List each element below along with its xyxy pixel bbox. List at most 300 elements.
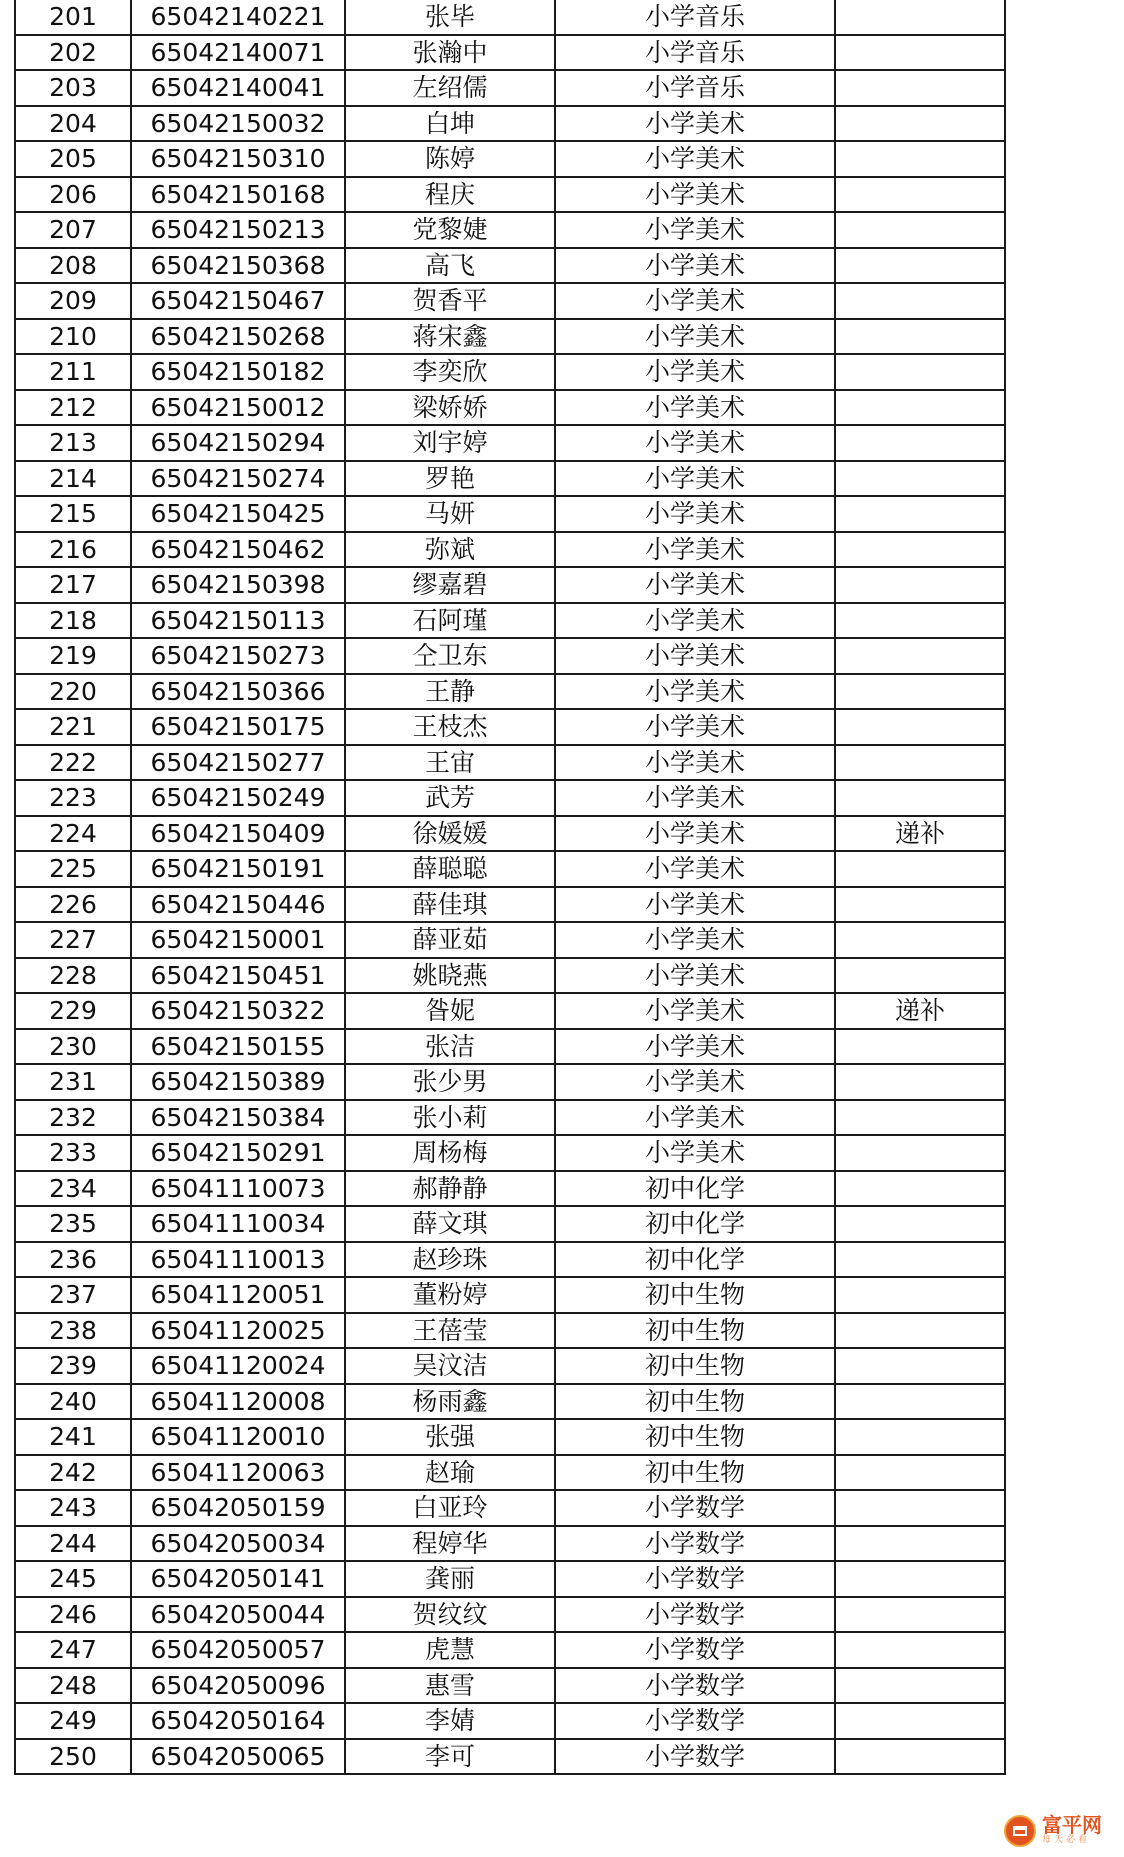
row-number-cell: 236 xyxy=(15,1242,131,1278)
remark-cell xyxy=(835,1384,1005,1420)
remark-cell xyxy=(835,1632,1005,1668)
row-number-cell: 235 xyxy=(15,1206,131,1242)
candidate-id-cell: 65041110034 xyxy=(131,1206,345,1242)
subject-cell: 小学美术 xyxy=(555,248,835,284)
subject-cell: 小学数学 xyxy=(555,1632,835,1668)
table-row xyxy=(15,993,1005,1029)
table-row xyxy=(15,1668,1005,1704)
table-row xyxy=(15,709,1005,745)
table-row xyxy=(15,745,1005,781)
remark-cell xyxy=(835,922,1005,958)
name-cell: 李婧 xyxy=(345,1703,555,1739)
row-number-cell: 226 xyxy=(15,887,131,923)
subject-cell: 小学美术 xyxy=(555,177,835,213)
remark-cell xyxy=(835,0,1005,35)
table-row xyxy=(15,1703,1005,1739)
row-number-cell: 232 xyxy=(15,1100,131,1136)
row-number-cell: 205 xyxy=(15,141,131,177)
subject-cell: 小学美术 xyxy=(555,496,835,532)
table-row xyxy=(15,1419,1005,1455)
remark-cell: 递补 xyxy=(835,993,1005,1029)
table-row xyxy=(15,1313,1005,1349)
candidate-id-cell: 65042150368 xyxy=(131,248,345,284)
subject-cell: 小学美术 xyxy=(555,319,835,355)
table-row xyxy=(15,496,1005,532)
name-cell: 武芳 xyxy=(345,780,555,816)
subject-cell: 初中生物 xyxy=(555,1419,835,1455)
subject-cell: 小学音乐 xyxy=(555,70,835,106)
candidate-id-cell: 65042050096 xyxy=(131,1668,345,1704)
table-row xyxy=(15,425,1005,461)
remark-cell xyxy=(835,1490,1005,1526)
row-number-cell: 204 xyxy=(15,106,131,142)
subject-cell: 小学美术 xyxy=(555,532,835,568)
remark-cell xyxy=(835,496,1005,532)
row-number-cell: 245 xyxy=(15,1561,131,1597)
remark-cell xyxy=(835,35,1005,71)
remark-cell xyxy=(835,851,1005,887)
row-number-cell: 223 xyxy=(15,780,131,816)
remark-cell xyxy=(835,745,1005,781)
table-row xyxy=(15,70,1005,106)
candidate-id-cell: 65042050141 xyxy=(131,1561,345,1597)
table-row xyxy=(15,283,1005,319)
remark-cell xyxy=(835,674,1005,710)
subject-cell: 小学美术 xyxy=(555,1064,835,1100)
subject-cell: 小学美术 xyxy=(555,283,835,319)
row-number-cell: 241 xyxy=(15,1419,131,1455)
subject-cell: 初中化学 xyxy=(555,1242,835,1278)
name-cell: 董粉婷 xyxy=(345,1277,555,1313)
watermark-title: 富平网 xyxy=(1042,1813,1102,1838)
remark-cell: 递补 xyxy=(835,816,1005,852)
subject-cell: 小学音乐 xyxy=(555,0,835,35)
subject-cell: 小学美术 xyxy=(555,851,835,887)
subject-cell: 初中生物 xyxy=(555,1313,835,1349)
candidate-id-cell: 65042150274 xyxy=(131,461,345,497)
subject-cell: 小学美术 xyxy=(555,816,835,852)
table-row xyxy=(15,532,1005,568)
row-number-cell: 218 xyxy=(15,603,131,639)
name-cell: 虎慧 xyxy=(345,1632,555,1668)
table-row xyxy=(15,1490,1005,1526)
subject-cell: 小学美术 xyxy=(555,638,835,674)
remark-cell xyxy=(835,106,1005,142)
candidate-id-cell: 65041120008 xyxy=(131,1384,345,1420)
row-number-cell: 231 xyxy=(15,1064,131,1100)
remark-cell xyxy=(835,603,1005,639)
candidate-id-cell: 65042150273 xyxy=(131,638,345,674)
candidate-id-cell: 65042150425 xyxy=(131,496,345,532)
row-number-cell: 213 xyxy=(15,425,131,461)
subject-cell: 小学美术 xyxy=(555,106,835,142)
row-number-cell: 221 xyxy=(15,709,131,745)
candidate-id-cell: 65042150175 xyxy=(131,709,345,745)
table-row xyxy=(15,319,1005,355)
table-row xyxy=(15,106,1005,142)
candidate-id-cell: 65042050044 xyxy=(131,1597,345,1633)
table-row xyxy=(15,1384,1005,1420)
row-number-cell: 240 xyxy=(15,1384,131,1420)
row-number-cell: 211 xyxy=(15,354,131,390)
candidate-id-cell: 65042150113 xyxy=(131,603,345,639)
subject-cell: 小学美术 xyxy=(555,958,835,994)
subject-cell: 小学美术 xyxy=(555,1100,835,1136)
subject-cell: 小学美术 xyxy=(555,887,835,923)
candidate-id-cell: 65042140071 xyxy=(131,35,345,71)
name-cell: 吴汶洁 xyxy=(345,1348,555,1384)
table-row xyxy=(15,1526,1005,1562)
remark-cell xyxy=(835,283,1005,319)
candidate-id-cell: 65042150294 xyxy=(131,425,345,461)
table-row xyxy=(15,212,1005,248)
name-cell: 罗艳 xyxy=(345,461,555,497)
row-number-cell: 208 xyxy=(15,248,131,284)
table-row xyxy=(15,177,1005,213)
name-cell: 王宙 xyxy=(345,745,555,781)
row-number-cell: 233 xyxy=(15,1135,131,1171)
subject-cell: 小学美术 xyxy=(555,603,835,639)
name-cell: 徐媛媛 xyxy=(345,816,555,852)
name-cell: 赵珍珠 xyxy=(345,1242,555,1278)
row-number-cell: 203 xyxy=(15,70,131,106)
row-number-cell: 224 xyxy=(15,816,131,852)
name-cell: 贺纹纹 xyxy=(345,1597,555,1633)
remark-cell xyxy=(835,887,1005,923)
table-row xyxy=(15,1632,1005,1668)
candidate-id-cell: 65042150310 xyxy=(131,141,345,177)
row-number-cell: 210 xyxy=(15,319,131,355)
name-cell: 梁娇娇 xyxy=(345,390,555,426)
subject-cell: 小学美术 xyxy=(555,567,835,603)
table-row xyxy=(15,1100,1005,1136)
table-row xyxy=(15,1597,1005,1633)
remark-cell xyxy=(835,390,1005,426)
row-number-cell: 209 xyxy=(15,283,131,319)
candidate-id-cell: 65042150384 xyxy=(131,1100,345,1136)
name-cell: 郝静静 xyxy=(345,1171,555,1207)
remark-cell xyxy=(835,1561,1005,1597)
subject-cell: 小学音乐 xyxy=(555,35,835,71)
table-row xyxy=(15,141,1005,177)
row-number-cell: 244 xyxy=(15,1526,131,1562)
candidate-id-cell: 65042150451 xyxy=(131,958,345,994)
subject-cell: 小学数学 xyxy=(555,1739,835,1775)
table-row xyxy=(15,1064,1005,1100)
name-cell: 缪嘉碧 xyxy=(345,567,555,603)
subject-cell: 小学数学 xyxy=(555,1597,835,1633)
remark-cell xyxy=(835,1242,1005,1278)
name-cell: 王枝杰 xyxy=(345,709,555,745)
subject-cell: 小学数学 xyxy=(555,1703,835,1739)
name-cell: 周杨梅 xyxy=(345,1135,555,1171)
candidate-id-cell: 65042150446 xyxy=(131,887,345,923)
candidate-id-cell: 65042150389 xyxy=(131,1064,345,1100)
name-cell: 石阿瑾 xyxy=(345,603,555,639)
table-row xyxy=(15,248,1005,284)
candidate-id-cell: 65042150191 xyxy=(131,851,345,887)
remark-cell xyxy=(835,1313,1005,1349)
remark-cell xyxy=(835,1597,1005,1633)
subject-cell: 小学美术 xyxy=(555,1029,835,1065)
row-number-cell: 202 xyxy=(15,35,131,71)
subject-cell: 小学美术 xyxy=(555,745,835,781)
candidate-id-cell: 65041120051 xyxy=(131,1277,345,1313)
remark-cell xyxy=(835,1100,1005,1136)
remark-cell xyxy=(835,1739,1005,1775)
table-row xyxy=(15,851,1005,887)
candidate-id-cell: 65041120024 xyxy=(131,1348,345,1384)
candidate-id-cell: 65042150155 xyxy=(131,1029,345,1065)
remark-cell xyxy=(835,461,1005,497)
candidate-id-cell: 65042150249 xyxy=(131,780,345,816)
table-row xyxy=(15,1171,1005,1207)
table-row xyxy=(15,780,1005,816)
row-number-cell: 201 xyxy=(15,0,131,35)
roster-body xyxy=(15,0,1005,1774)
watermark-logo-icon xyxy=(1004,1815,1036,1847)
remark-cell xyxy=(835,1455,1005,1491)
subject-cell: 小学数学 xyxy=(555,1561,835,1597)
row-number-cell: 229 xyxy=(15,993,131,1029)
table-row xyxy=(15,603,1005,639)
candidate-id-cell: 65042150277 xyxy=(131,745,345,781)
site-watermark xyxy=(1004,1815,1102,1847)
table-row xyxy=(15,1348,1005,1384)
candidate-id-cell: 65042050164 xyxy=(131,1703,345,1739)
candidate-id-cell: 65041120010 xyxy=(131,1419,345,1455)
row-number-cell: 216 xyxy=(15,532,131,568)
remark-cell xyxy=(835,1277,1005,1313)
row-number-cell: 222 xyxy=(15,745,131,781)
remark-cell xyxy=(835,319,1005,355)
remark-cell xyxy=(835,354,1005,390)
candidate-id-cell: 65042150268 xyxy=(131,319,345,355)
row-number-cell: 243 xyxy=(15,1490,131,1526)
name-cell: 程庆 xyxy=(345,177,555,213)
row-number-cell: 242 xyxy=(15,1455,131,1491)
remark-cell xyxy=(835,1526,1005,1562)
candidate-id-cell: 65041120063 xyxy=(131,1455,345,1491)
name-cell: 蒋宋鑫 xyxy=(345,319,555,355)
table-row xyxy=(15,35,1005,71)
remark-cell xyxy=(835,70,1005,106)
name-cell: 姚晓燕 xyxy=(345,958,555,994)
row-number-cell: 219 xyxy=(15,638,131,674)
name-cell: 白亚玲 xyxy=(345,1490,555,1526)
table-row xyxy=(15,1455,1005,1491)
row-number-cell: 214 xyxy=(15,461,131,497)
subject-cell: 小学数学 xyxy=(555,1490,835,1526)
name-cell: 党黎婕 xyxy=(345,212,555,248)
remark-cell xyxy=(835,1171,1005,1207)
candidate-id-cell: 65042150462 xyxy=(131,532,345,568)
name-cell: 张小莉 xyxy=(345,1100,555,1136)
name-cell: 程婷华 xyxy=(345,1526,555,1562)
name-cell: 龚丽 xyxy=(345,1561,555,1597)
name-cell: 张瀚中 xyxy=(345,35,555,71)
remark-cell xyxy=(835,425,1005,461)
row-number-cell: 220 xyxy=(15,674,131,710)
remark-cell xyxy=(835,958,1005,994)
remark-cell xyxy=(835,709,1005,745)
row-number-cell: 217 xyxy=(15,567,131,603)
table-row xyxy=(15,390,1005,426)
table-row xyxy=(15,887,1005,923)
table-row xyxy=(15,1277,1005,1313)
table-row xyxy=(15,958,1005,994)
candidate-id-cell: 65042150001 xyxy=(131,922,345,958)
row-number-cell: 248 xyxy=(15,1668,131,1704)
subject-cell: 小学美术 xyxy=(555,922,835,958)
remark-cell xyxy=(835,1703,1005,1739)
remark-cell xyxy=(835,212,1005,248)
remark-cell xyxy=(835,1348,1005,1384)
name-cell: 惠雪 xyxy=(345,1668,555,1704)
table-row xyxy=(15,0,1005,35)
table-row xyxy=(15,1029,1005,1065)
remark-cell xyxy=(835,1064,1005,1100)
name-cell: 薛佳琪 xyxy=(345,887,555,923)
subject-cell: 小学美术 xyxy=(555,425,835,461)
table-row xyxy=(15,1135,1005,1171)
subject-cell: 小学美术 xyxy=(555,780,835,816)
name-cell: 薛聪聪 xyxy=(345,851,555,887)
subject-cell: 小学美术 xyxy=(555,390,835,426)
name-cell: 仝卫东 xyxy=(345,638,555,674)
name-cell: 陈婷 xyxy=(345,141,555,177)
candidate-id-cell: 65042150366 xyxy=(131,674,345,710)
row-number-cell: 246 xyxy=(15,1597,131,1633)
remark-cell xyxy=(835,248,1005,284)
name-cell: 张少男 xyxy=(345,1064,555,1100)
name-cell: 王蓓莹 xyxy=(345,1313,555,1349)
table-row xyxy=(15,638,1005,674)
table-row xyxy=(15,1739,1005,1775)
table-row xyxy=(15,816,1005,852)
remark-cell xyxy=(835,177,1005,213)
subject-cell: 初中生物 xyxy=(555,1348,835,1384)
candidate-id-cell: 65042150291 xyxy=(131,1135,345,1171)
candidate-id-cell: 65042150322 xyxy=(131,993,345,1029)
subject-cell: 初中化学 xyxy=(555,1171,835,1207)
row-number-cell: 230 xyxy=(15,1029,131,1065)
row-number-cell: 249 xyxy=(15,1703,131,1739)
name-cell: 高飞 xyxy=(345,248,555,284)
row-number-cell: 207 xyxy=(15,212,131,248)
subject-cell: 小学美术 xyxy=(555,709,835,745)
candidate-id-cell: 65042150467 xyxy=(131,283,345,319)
subject-cell: 小学数学 xyxy=(555,1668,835,1704)
remark-cell xyxy=(835,141,1005,177)
candidate-id-cell: 65042150032 xyxy=(131,106,345,142)
subject-cell: 小学数学 xyxy=(555,1526,835,1562)
name-cell: 张洁 xyxy=(345,1029,555,1065)
candidate-id-cell: 65042050159 xyxy=(131,1490,345,1526)
candidate-id-cell: 65041110013 xyxy=(131,1242,345,1278)
table-row xyxy=(15,674,1005,710)
name-cell: 刘宇婷 xyxy=(345,425,555,461)
subject-cell: 小学美术 xyxy=(555,674,835,710)
subject-cell: 初中生物 xyxy=(555,1277,835,1313)
row-number-cell: 247 xyxy=(15,1632,131,1668)
watermark-text xyxy=(1042,1815,1102,1847)
name-cell: 薛亚茹 xyxy=(345,922,555,958)
row-number-cell: 238 xyxy=(15,1313,131,1349)
remark-cell xyxy=(835,567,1005,603)
candidate-id-cell: 65042050057 xyxy=(131,1632,345,1668)
row-number-cell: 225 xyxy=(15,851,131,887)
name-cell: 马妍 xyxy=(345,496,555,532)
table-row xyxy=(15,461,1005,497)
name-cell: 贺香平 xyxy=(345,283,555,319)
table-row xyxy=(15,1206,1005,1242)
row-number-cell: 239 xyxy=(15,1348,131,1384)
name-cell: 杨雨鑫 xyxy=(345,1384,555,1420)
name-cell: 薛文琪 xyxy=(345,1206,555,1242)
table-row xyxy=(15,567,1005,603)
row-number-cell: 234 xyxy=(15,1171,131,1207)
candidate-id-cell: 65042150182 xyxy=(131,354,345,390)
subject-cell: 初中生物 xyxy=(555,1384,835,1420)
remark-cell xyxy=(835,780,1005,816)
table-row xyxy=(15,922,1005,958)
name-cell: 张强 xyxy=(345,1419,555,1455)
name-cell: 李奕欣 xyxy=(345,354,555,390)
remark-cell xyxy=(835,1029,1005,1065)
candidate-id-cell: 65042140041 xyxy=(131,70,345,106)
row-number-cell: 227 xyxy=(15,922,131,958)
candidate-id-cell: 65042150398 xyxy=(131,567,345,603)
table-row xyxy=(15,354,1005,390)
name-cell: 张毕 xyxy=(345,0,555,35)
watermark-subtitle: 每天必看 xyxy=(1042,1835,1091,1846)
candidate-id-cell: 65042150213 xyxy=(131,212,345,248)
row-number-cell: 212 xyxy=(15,390,131,426)
remark-cell xyxy=(835,1135,1005,1171)
candidate-id-cell: 65042150168 xyxy=(131,177,345,213)
name-cell: 赵瑜 xyxy=(345,1455,555,1491)
subject-cell: 小学美术 xyxy=(555,354,835,390)
name-cell: 李可 xyxy=(345,1739,555,1775)
candidate-id-cell: 65042150409 xyxy=(131,816,345,852)
table-row xyxy=(15,1561,1005,1597)
name-cell: 白坤 xyxy=(345,106,555,142)
name-cell: 左绍儒 xyxy=(345,70,555,106)
row-number-cell: 215 xyxy=(15,496,131,532)
name-cell: 弥斌 xyxy=(345,532,555,568)
candidate-id-cell: 65042050065 xyxy=(131,1739,345,1775)
subject-cell: 小学美术 xyxy=(555,141,835,177)
subject-cell: 小学美术 xyxy=(555,993,835,1029)
remark-cell xyxy=(835,1668,1005,1704)
remark-cell xyxy=(835,638,1005,674)
name-cell: 王静 xyxy=(345,674,555,710)
subject-cell: 初中生物 xyxy=(555,1455,835,1491)
candidate-id-cell: 65042050034 xyxy=(131,1526,345,1562)
remark-cell xyxy=(835,532,1005,568)
candidate-id-cell: 65041120025 xyxy=(131,1313,345,1349)
subject-cell: 小学美术 xyxy=(555,461,835,497)
remark-cell xyxy=(835,1419,1005,1455)
row-number-cell: 228 xyxy=(15,958,131,994)
row-number-cell: 206 xyxy=(15,177,131,213)
candidate-id-cell: 65042140221 xyxy=(131,0,345,35)
table-row xyxy=(15,1242,1005,1278)
candidate-id-cell: 65041110073 xyxy=(131,1171,345,1207)
subject-cell: 小学美术 xyxy=(555,1135,835,1171)
remark-cell xyxy=(835,1206,1005,1242)
